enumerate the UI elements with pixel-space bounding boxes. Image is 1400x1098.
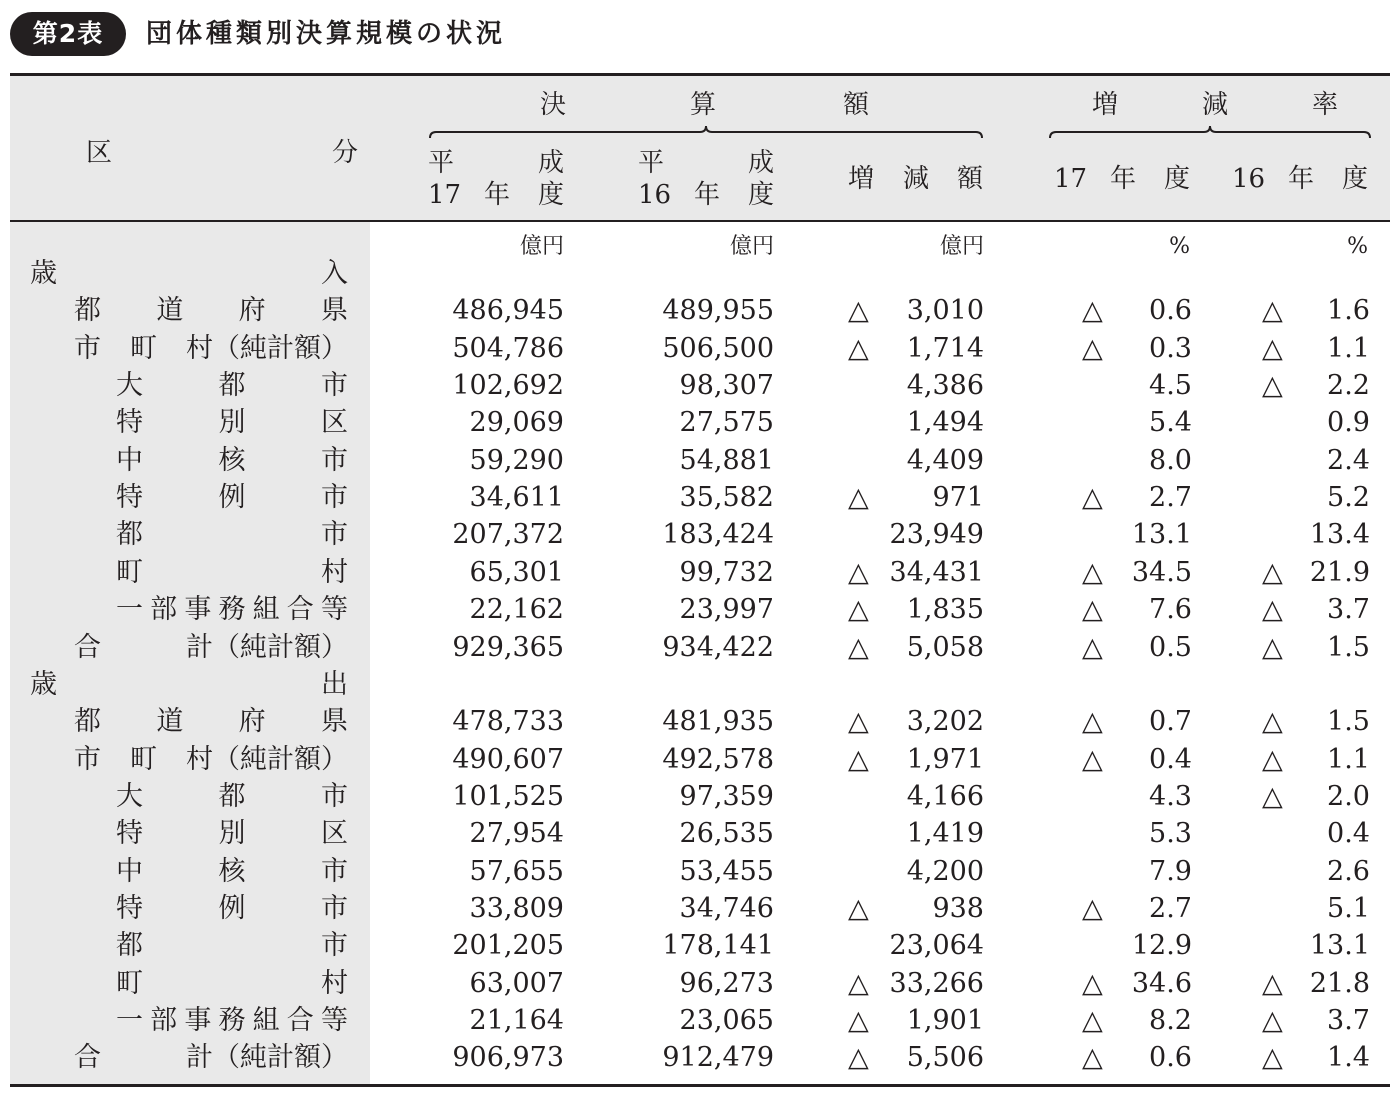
table-row — [0, 741, 1400, 778]
table-row — [0, 703, 1400, 740]
value-cell: 207,372 — [452, 519, 564, 551]
negative-triangle-icon: △ — [1262, 1042, 1283, 1074]
negative-triangle-icon: △ — [1082, 706, 1103, 738]
table-row — [0, 853, 1400, 890]
negative-triangle-icon: △ — [848, 594, 869, 626]
negative-triangle-icon: △ — [1082, 295, 1103, 327]
row-label-part: 特 — [116, 482, 143, 514]
row-label-part: 務 — [218, 594, 246, 626]
row-label-part: 村 — [321, 967, 348, 999]
value-cell: 34,746 — [679, 892, 774, 924]
header-rate-char: 率 — [1312, 90, 1339, 120]
row-label-part: 都 — [218, 780, 246, 812]
value-cell: 1,714 — [906, 332, 984, 364]
negative-triangle-icon: △ — [1262, 706, 1283, 738]
header-settlement-char: 額 — [843, 90, 870, 120]
table-row — [0, 554, 1400, 591]
row-label — [116, 442, 348, 479]
row-label-part: 府 — [238, 295, 266, 327]
row-label-part: 合 — [74, 631, 101, 663]
value-cell: 1.5 — [1327, 631, 1370, 663]
negative-triangle-icon: △ — [1262, 594, 1283, 626]
value-cell: 490,607 — [452, 743, 564, 775]
row-label — [116, 554, 348, 591]
value-cell: 59,290 — [469, 444, 564, 476]
value-cell: 938 — [932, 892, 984, 924]
negative-triangle-icon: △ — [848, 706, 869, 738]
header-col1-char: 平 — [428, 148, 455, 178]
value-cell: 5,058 — [906, 631, 984, 663]
row-label — [116, 479, 348, 516]
header-col2-char: 度 — [748, 180, 775, 210]
table-row — [0, 516, 1400, 553]
value-cell: 7.6 — [1149, 594, 1192, 626]
row-label-part: 村（純計額） — [186, 743, 348, 775]
value-cell: 26,535 — [679, 818, 774, 850]
value-cell: 0.4 — [1327, 818, 1370, 850]
negative-triangle-icon: △ — [1262, 1005, 1283, 1036]
header-col5-char: 16 — [1232, 164, 1266, 194]
value-cell: 97,359 — [679, 780, 774, 812]
value-cell: 1.1 — [1327, 332, 1370, 364]
value-cell: 13.4 — [1309, 519, 1370, 551]
unit-label: 億円 — [729, 234, 774, 259]
value-cell: 29,069 — [469, 407, 564, 439]
value-cell: 3,202 — [906, 706, 984, 738]
value-cell: 0.3 — [1149, 332, 1192, 364]
value-cell: 8.0 — [1149, 444, 1192, 476]
header-stub-char: 分 — [332, 138, 359, 168]
row-label-part: 一 — [116, 1005, 143, 1036]
value-cell: 34.5 — [1131, 556, 1192, 588]
negative-triangle-icon: △ — [848, 332, 869, 364]
value-cell: 4,409 — [906, 444, 984, 476]
table-row — [0, 479, 1400, 516]
value-cell: 5.2 — [1327, 482, 1370, 514]
header-rate-char: 減 — [1202, 90, 1229, 120]
negative-triangle-icon: △ — [1082, 556, 1103, 588]
row-label-part: 務 — [218, 1005, 246, 1036]
header-col3-char: 額 — [957, 164, 984, 194]
value-cell: 12.9 — [1131, 930, 1192, 962]
header-col2-char: 16 — [638, 180, 672, 210]
value-cell: 63,007 — [469, 967, 564, 999]
header-col1-char: 度 — [538, 180, 565, 210]
row-label-part: 部 — [150, 594, 178, 626]
negative-triangle-icon: △ — [1082, 1042, 1103, 1074]
row-label-part: 市 — [74, 743, 101, 775]
value-cell: 0.9 — [1327, 407, 1370, 439]
value-cell: 21,164 — [469, 1005, 564, 1036]
negative-triangle-icon: △ — [848, 892, 869, 924]
row-label-part: 別 — [218, 407, 246, 439]
negative-triangle-icon: △ — [848, 295, 869, 327]
row-label-part: 区 — [321, 818, 348, 850]
row-label-part: 特 — [116, 818, 143, 850]
header-stub-char: 区 — [86, 138, 113, 168]
value-cell: 101,525 — [452, 780, 564, 812]
value-cell: 22,162 — [469, 594, 564, 626]
value-cell: 99,732 — [679, 556, 774, 588]
value-cell: 34,431 — [889, 556, 984, 588]
row-label — [116, 591, 348, 628]
row-label-part: 別 — [218, 818, 246, 850]
row-label-part: 町 — [130, 743, 157, 775]
row-label-part: 合 — [286, 1005, 314, 1036]
negative-triangle-icon: △ — [1262, 556, 1283, 588]
negative-triangle-icon: △ — [848, 967, 869, 999]
row-label-part: 市 — [74, 332, 101, 364]
row-label — [30, 255, 348, 292]
row-label — [74, 330, 348, 367]
header-col1-char: 成 — [538, 148, 565, 178]
value-cell: 934,422 — [662, 631, 774, 663]
negative-triangle-icon: △ — [1082, 594, 1103, 626]
row-label-part: 組 — [252, 594, 280, 626]
row-label-part: 例 — [218, 892, 246, 924]
value-cell: 178,141 — [662, 930, 774, 962]
value-cell: 1,901 — [906, 1005, 984, 1036]
row-label-part: 都 — [116, 930, 143, 962]
header-col1-char: 年 — [484, 180, 511, 210]
value-cell: 27,954 — [469, 818, 564, 850]
value-cell: 98,307 — [679, 370, 774, 402]
header-col4-char: 年 — [1110, 164, 1137, 194]
value-cell: 53,455 — [679, 855, 774, 887]
row-label-part: 核 — [218, 444, 246, 476]
row-label-part: 村（純計額） — [186, 332, 348, 364]
table-row — [0, 591, 1400, 628]
row-label-part: 区 — [321, 407, 348, 439]
negative-triangle-icon: △ — [1262, 967, 1283, 999]
negative-triangle-icon: △ — [848, 482, 869, 514]
row-label-part: 合 — [74, 1042, 101, 1074]
value-cell: 486,945 — [452, 295, 564, 327]
value-cell: 0.5 — [1149, 631, 1192, 663]
row-label-part: 都 — [116, 519, 143, 551]
value-cell: 1.4 — [1327, 1042, 1370, 1074]
value-cell: 1,494 — [906, 407, 984, 439]
table-row — [0, 292, 1400, 329]
row-label-part: 道 — [156, 295, 184, 327]
value-cell: 4,386 — [906, 370, 984, 402]
row-label — [74, 1039, 348, 1076]
value-cell: 5.4 — [1149, 407, 1192, 439]
header-rate-char: 増 — [1092, 90, 1119, 120]
value-cell: 4,166 — [906, 780, 984, 812]
row-label-part: 県 — [320, 706, 348, 738]
value-cell: 5.3 — [1149, 818, 1192, 850]
table-row — [0, 330, 1400, 367]
row-label-part: 等 — [320, 1005, 348, 1036]
value-cell: 4.3 — [1149, 780, 1192, 812]
table-row — [0, 778, 1400, 815]
row-label-part: 都 — [74, 706, 101, 738]
negative-triangle-icon: △ — [848, 743, 869, 775]
table-row — [0, 367, 1400, 404]
negative-triangle-icon: △ — [1082, 631, 1103, 663]
row-label — [74, 629, 348, 666]
row-label-part: 計（純計額） — [186, 631, 348, 663]
row-label-part: 町 — [116, 556, 143, 588]
row-label — [30, 666, 348, 703]
row-label — [116, 853, 348, 890]
row-label-part: 等 — [320, 594, 348, 626]
negative-triangle-icon: △ — [848, 556, 869, 588]
value-cell: 489,955 — [662, 295, 774, 327]
row-label-part: 大 — [116, 370, 143, 402]
row-label — [116, 890, 348, 927]
row-label-part: 道 — [156, 706, 184, 738]
header-col2-char: 成 — [748, 148, 775, 178]
value-cell: 8.2 — [1149, 1005, 1192, 1036]
negative-triangle-icon: △ — [1082, 332, 1103, 364]
header-col3-char: 増 — [848, 164, 875, 194]
row-label — [116, 815, 348, 852]
negative-triangle-icon: △ — [1262, 631, 1283, 663]
header-col5-char: 度 — [1342, 164, 1369, 194]
value-cell: 3.7 — [1327, 1005, 1370, 1036]
value-cell: 33,266 — [889, 967, 984, 999]
row-label-part: 町 — [130, 332, 157, 364]
value-cell: 13.1 — [1309, 930, 1370, 962]
value-cell: 65,301 — [469, 556, 564, 588]
header-settlement-char: 決 — [540, 90, 567, 120]
row-label — [116, 367, 348, 404]
row-label-part: 大 — [116, 780, 143, 812]
row-label — [116, 516, 348, 553]
negative-triangle-icon: △ — [1262, 370, 1283, 402]
row-label-part: 市 — [321, 370, 348, 402]
row-label-part: 市 — [321, 444, 348, 476]
value-cell: 2.7 — [1149, 482, 1192, 514]
row-label-part: 中 — [116, 444, 143, 476]
unit-label: % — [1169, 234, 1190, 259]
value-cell: 1.5 — [1327, 706, 1370, 738]
row-label — [74, 703, 348, 740]
row-label-part: 核 — [218, 855, 246, 887]
table-row — [0, 629, 1400, 666]
value-cell: 481,935 — [662, 706, 774, 738]
value-cell: 5,506 — [906, 1042, 984, 1074]
negative-triangle-icon: △ — [1262, 780, 1283, 812]
header-col3-char: 減 — [903, 164, 930, 194]
value-cell: 504,786 — [452, 332, 564, 364]
negative-triangle-icon: △ — [1082, 743, 1103, 775]
value-cell: 23,997 — [679, 594, 774, 626]
value-cell: 906,973 — [452, 1042, 564, 1074]
rate-group-brace — [1048, 124, 1372, 142]
value-cell: 96,273 — [679, 967, 774, 999]
value-cell: 2.2 — [1327, 370, 1370, 402]
value-cell: 1,971 — [906, 743, 984, 775]
table-row — [0, 890, 1400, 927]
unit-label: % — [1347, 234, 1368, 259]
table-row — [0, 404, 1400, 441]
row-label-part: 歳 — [30, 258, 57, 289]
value-cell: 57,655 — [469, 855, 564, 887]
header-col5-char: 年 — [1288, 164, 1315, 194]
unit-label: 億円 — [519, 234, 564, 259]
negative-triangle-icon: △ — [1082, 1005, 1103, 1036]
value-cell: 0.6 — [1149, 295, 1192, 327]
value-cell: 183,424 — [662, 519, 774, 551]
negative-triangle-icon: △ — [1262, 332, 1283, 364]
row-label-part: 一 — [116, 594, 143, 626]
row-label-part: 合 — [286, 594, 314, 626]
value-cell: 1.6 — [1327, 295, 1370, 327]
row-label — [116, 404, 348, 441]
value-cell: 0.6 — [1149, 1042, 1192, 1074]
value-cell: 929,365 — [452, 631, 564, 663]
value-cell: 3.7 — [1327, 594, 1370, 626]
value-cell: 3,010 — [906, 295, 984, 327]
table-row — [0, 927, 1400, 964]
row-label-part: 組 — [252, 1005, 280, 1036]
table-row — [0, 666, 1400, 703]
bottom-rule — [10, 1084, 1390, 1087]
table-row — [0, 1002, 1400, 1039]
value-cell: 7.9 — [1149, 855, 1192, 887]
row-label-part: 市 — [321, 930, 348, 962]
value-cell: 971 — [932, 482, 984, 514]
value-cell: 0.7 — [1149, 706, 1192, 738]
value-cell: 1,419 — [906, 818, 984, 850]
value-cell: 2.6 — [1327, 855, 1370, 887]
negative-triangle-icon: △ — [1082, 482, 1103, 514]
row-label-part: 計（純計額） — [186, 1042, 348, 1074]
row-label — [116, 778, 348, 815]
row-label-part: 特 — [116, 407, 143, 439]
value-cell: 27,575 — [679, 407, 774, 439]
row-label-part: 歳 — [30, 668, 57, 700]
row-label-part: 中 — [116, 855, 143, 887]
table-title: 団体種類別決算規模の状況 — [146, 19, 507, 49]
value-cell: 912,479 — [662, 1042, 774, 1074]
table-row — [0, 442, 1400, 479]
value-cell: 2.4 — [1327, 444, 1370, 476]
row-label-part: 町 — [116, 967, 143, 999]
row-label — [116, 1002, 348, 1039]
row-label-part: 例 — [218, 482, 246, 514]
value-cell: 478,733 — [452, 706, 564, 738]
value-cell: 33,809 — [469, 892, 564, 924]
row-label — [116, 927, 348, 964]
negative-triangle-icon: △ — [848, 1005, 869, 1036]
value-cell: 506,500 — [662, 332, 774, 364]
row-label — [116, 965, 348, 1002]
row-label-part: 部 — [150, 1005, 178, 1036]
row-label-part: 出 — [321, 668, 348, 700]
table-row — [0, 965, 1400, 1002]
table-row — [0, 815, 1400, 852]
negative-triangle-icon: △ — [1082, 892, 1103, 924]
row-label-part: 市 — [321, 780, 348, 812]
value-cell: 21.9 — [1309, 556, 1370, 588]
row-label-part: 市 — [321, 855, 348, 887]
row-label — [74, 741, 348, 778]
value-cell: 54,881 — [679, 444, 774, 476]
value-cell: 34.6 — [1131, 967, 1192, 999]
row-label-part: 特 — [116, 892, 143, 924]
value-cell: 4.5 — [1149, 370, 1192, 402]
settlement-group-brace — [428, 124, 984, 142]
header-col2-char: 平 — [638, 148, 665, 178]
unit-label: 億円 — [939, 234, 984, 259]
row-label-part: 府 — [238, 706, 266, 738]
value-cell: 1,835 — [906, 594, 984, 626]
value-cell: 23,949 — [889, 519, 984, 551]
row-label-part: 県 — [320, 295, 348, 327]
header-col4-char: 度 — [1164, 164, 1191, 194]
value-cell: 1.1 — [1327, 743, 1370, 775]
row-label-part: 事 — [184, 1005, 212, 1036]
row-label-part: 市 — [321, 892, 348, 924]
table-number-badge: 第2表 — [10, 12, 126, 56]
header-col4-char: 17 — [1054, 164, 1088, 194]
value-cell: 35,582 — [679, 482, 774, 514]
value-cell: 13.1 — [1131, 519, 1192, 551]
table-row — [0, 1039, 1400, 1076]
value-cell: 5.1 — [1327, 892, 1370, 924]
row-label-part: 入 — [321, 258, 348, 289]
row-label-part: 都 — [74, 295, 101, 327]
row-label-part: 市 — [321, 519, 348, 551]
row-label-part: 村 — [321, 556, 348, 588]
negative-triangle-icon: △ — [848, 1042, 869, 1074]
value-cell: 0.4 — [1149, 743, 1192, 775]
value-cell: 102,692 — [452, 370, 564, 402]
row-label-part: 市 — [321, 482, 348, 514]
negative-triangle-icon: △ — [1082, 967, 1103, 999]
header-settlement-char: 算 — [690, 90, 717, 120]
value-cell: 492,578 — [662, 743, 774, 775]
value-cell: 23,064 — [889, 930, 984, 962]
negative-triangle-icon: △ — [1262, 743, 1283, 775]
header-col2-char: 年 — [694, 180, 721, 210]
row-label-part: 都 — [218, 370, 246, 402]
header-col1-char: 17 — [428, 180, 462, 210]
value-cell: 21.8 — [1309, 967, 1370, 999]
value-cell: 2.7 — [1149, 892, 1192, 924]
value-cell: 2.0 — [1327, 780, 1370, 812]
table-row — [0, 255, 1400, 292]
negative-triangle-icon: △ — [848, 631, 869, 663]
value-cell: 201,205 — [452, 930, 564, 962]
negative-triangle-icon: △ — [1262, 295, 1283, 327]
value-cell: 34,611 — [469, 482, 564, 514]
value-cell: 23,065 — [679, 1005, 774, 1036]
row-label — [74, 292, 348, 329]
row-label-part: 事 — [184, 594, 212, 626]
value-cell: 4,200 — [906, 855, 984, 887]
